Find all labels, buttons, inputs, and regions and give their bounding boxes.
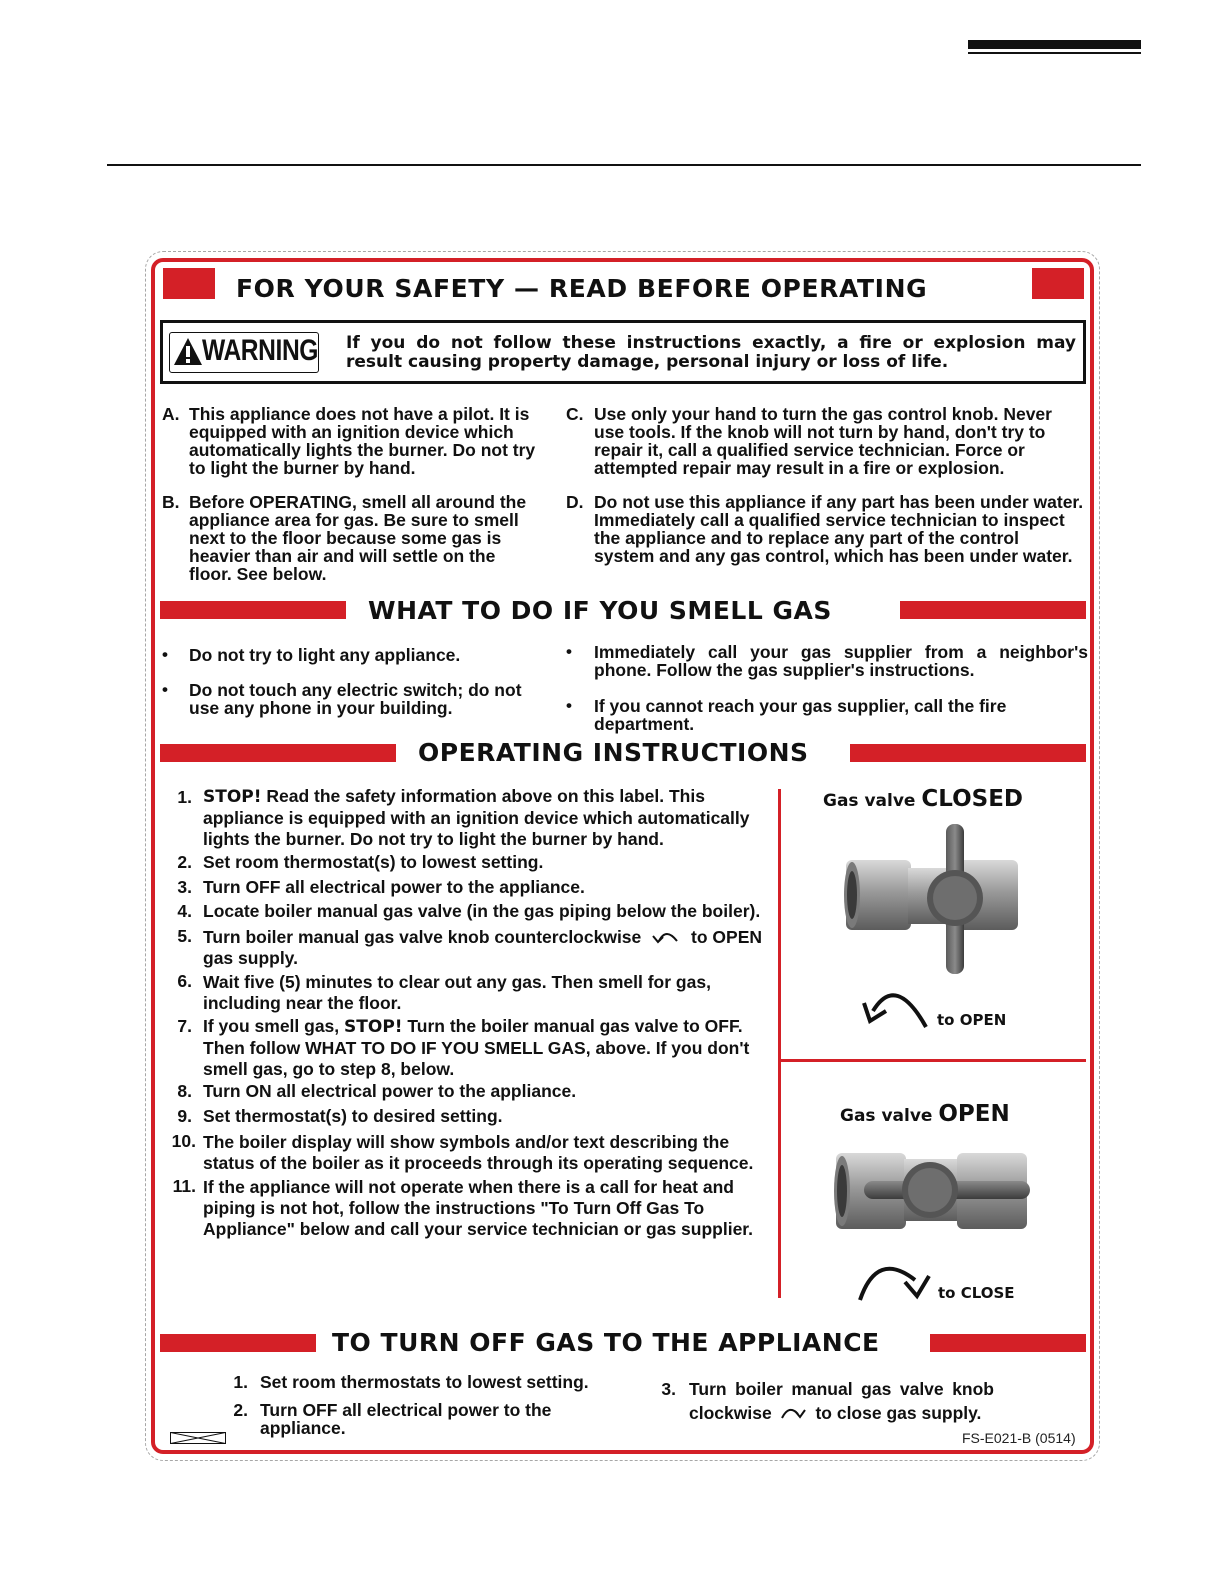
step-text: If you smell gas,: [203, 1016, 345, 1036]
operating-step-5: [203, 927, 763, 969]
operating-step-4: Locate boiler manual gas valve (in the gas piping below the boiler).: [203, 901, 761, 921]
operating-step-8: Turn ON all electrical power to the appliance.: [203, 1081, 577, 1101]
step-text: to close gas supply.: [815, 1403, 982, 1423]
smell-gas-bar-right: [900, 601, 1086, 619]
step-number: 2.: [233, 1400, 248, 1420]
to-open-label: to OPEN: [937, 1011, 1007, 1029]
operating-step-7: [203, 1016, 768, 1080]
step-text: Read the safety information above on this label. This appliance is equipped with an ignition device which automatically lights the burner. Do not try to light the burner by hand.: [203, 786, 750, 849]
header-rule: [107, 164, 1141, 166]
title-red-block-right: [1032, 268, 1084, 299]
turn-off-step-3-line-1: Turn boiler manual gas valve knob: [689, 1379, 994, 1399]
valve-closed-title: Gas valve CLOSED: [823, 786, 1024, 812]
step-text: Turn the boiler manual gas valve to OFF. Then follow WHAT TO DO IF YOU SMELL GAS, above. If you don't smell gas, go to step 8, below.: [203, 1016, 750, 1079]
operating-step-6: Wait five (5) minutes to clear out any gas. Then smell for gas, including near the floor.: [203, 972, 711, 1013]
gas-valve-open-image: [832, 1145, 1037, 1235]
operating-step-11: If the appliance will not operate when there is a call for heat and piping is not hot, follow the instructions "To Turn Off Gas To Appliance" below and call your service technician or gas supplier.: [203, 1177, 754, 1239]
header-bar-thin: [968, 52, 1141, 54]
operating-step-1: [203, 786, 768, 850]
step-text: clockwise: [689, 1403, 772, 1423]
turn-off-step-3-line-2: [689, 1404, 1009, 1422]
gas-valve-closed-image: [838, 820, 1028, 980]
item-text-c: Use only your hand to turn the gas control knob. Never use tools. If the knob will not turn by hand, don't try to repair it, call a qualified service technician. Force or attempted repair may result in a fire or explosion.: [594, 404, 1052, 478]
item-letter-a: A.: [162, 404, 180, 424]
clockwise-arrow-icon: [855, 1258, 935, 1303]
valve-panel-divider: [778, 789, 781, 1298]
step-number: 6.: [177, 971, 192, 991]
valve-open-title: Gas valve OPEN: [840, 1101, 1010, 1127]
item-letter-c: C.: [566, 404, 584, 424]
step-number: 5.: [177, 926, 192, 946]
smell-gas-bar-left: [160, 601, 346, 619]
warning-triangle-icon: [173, 337, 203, 367]
stop-word: STOP!: [344, 1017, 403, 1037]
label-mark-icon: [170, 1432, 226, 1444]
stop-word: STOP!: [203, 787, 262, 807]
smell-gas-bullet: Do not touch any electric switch; do not use any phone in your building.: [189, 680, 522, 718]
warning-text: If you do not follow these instructions exactly, a fire or explosion may result causing property damage, personal injury or loss of life.: [346, 333, 1076, 372]
operating-step-9: Set thermostat(s) to desired setting.: [203, 1106, 503, 1126]
smell-gas-bullet: If you cannot reach your gas supplier, call the fire department.: [594, 696, 1007, 734]
item-text-d: Do not use this appliance if any part has been under water. Immediately call a qualified service technician to inspect the appliance and to replace any part of the control system and any gas control, which has been under water.: [594, 492, 1084, 566]
warning-word: WARNING: [202, 334, 319, 367]
step-number: 2.: [177, 852, 192, 872]
operating-bar-right: [850, 744, 1086, 762]
counterclockwise-arrow-icon: [856, 985, 936, 1030]
step-text: Turn boiler manual gas valve knob counterclockwise: [203, 927, 642, 947]
counterclockwise-arrow-icon: [649, 929, 683, 945]
turn-off-bar-left: [160, 1334, 316, 1352]
step-number: 3.: [661, 1379, 676, 1399]
bullet-dot: •: [162, 645, 168, 664]
turn-off-heading: TO TURN OFF GAS TO THE APPLIANCE: [332, 1328, 880, 1357]
operating-step-10: The boiler display will show symbols and/or text describing the status of the boiler as it proceeds through its operating sequence.: [203, 1132, 754, 1173]
step-number: 1.: [233, 1372, 248, 1392]
step-number: 8.: [177, 1081, 192, 1101]
to-close-label: to CLOSE: [938, 1284, 1015, 1302]
item-text-b: Before OPERATING, smell all around the appliance area for gas. Be sure to smell next to the floor because some gas is heavier than air and will settle on the floor. See below.: [189, 492, 527, 584]
turn-off-bar-right: [930, 1334, 1086, 1352]
smell-gas-bullet: Do not try to light any appliance.: [189, 645, 461, 665]
step-number: 1.: [177, 787, 192, 807]
bullet-dot: •: [566, 642, 572, 661]
smell-gas-bullet: Immediately call your gas supplier from a neighbor's phone. Follow the gas supplier's instructions.: [594, 642, 1088, 680]
step-number: 4.: [177, 901, 192, 921]
bullet-dot: •: [162, 680, 168, 699]
step-text: to OPEN gas supply.: [203, 927, 763, 968]
header-bar: [968, 40, 1141, 49]
item-letter-d: D.: [566, 492, 584, 512]
label-title: FOR YOUR SAFETY — READ BEFORE OPERATING: [236, 274, 928, 303]
operating-heading: OPERATING INSTRUCTIONS: [418, 738, 809, 767]
operating-step-3: Turn OFF all electrical power to the appliance.: [203, 877, 585, 897]
operating-bar-left: [160, 744, 396, 762]
turn-off-step-2: Turn OFF all electrical power to the appliance.: [260, 1400, 552, 1438]
smell-gas-heading: WHAT TO DO IF YOU SMELL GAS: [368, 596, 832, 625]
step-number: 11.: [172, 1176, 196, 1196]
step-number: 10.: [171, 1131, 196, 1151]
item-letter-b: B.: [162, 492, 180, 512]
step-number: 3.: [177, 877, 192, 897]
item-text-a: This appliance does not have a pilot. It is equipped with an ignition device which automatically lights the burner. Do not try to light the burner by hand.: [189, 404, 536, 478]
step-number: 7.: [177, 1016, 192, 1036]
valve-panel-separator: [781, 1059, 1086, 1062]
title-red-block-left: [163, 268, 215, 299]
turn-off-step-1: Set room thermostats to lowest setting.: [260, 1372, 589, 1392]
operating-step-2: Set room thermostat(s) to lowest setting.: [203, 852, 544, 872]
step-number: 9.: [177, 1106, 192, 1126]
bullet-dot: •: [566, 696, 572, 715]
clockwise-arrow-icon: [779, 1405, 809, 1421]
part-number: FS-E021-B (0514): [962, 1430, 1076, 1446]
